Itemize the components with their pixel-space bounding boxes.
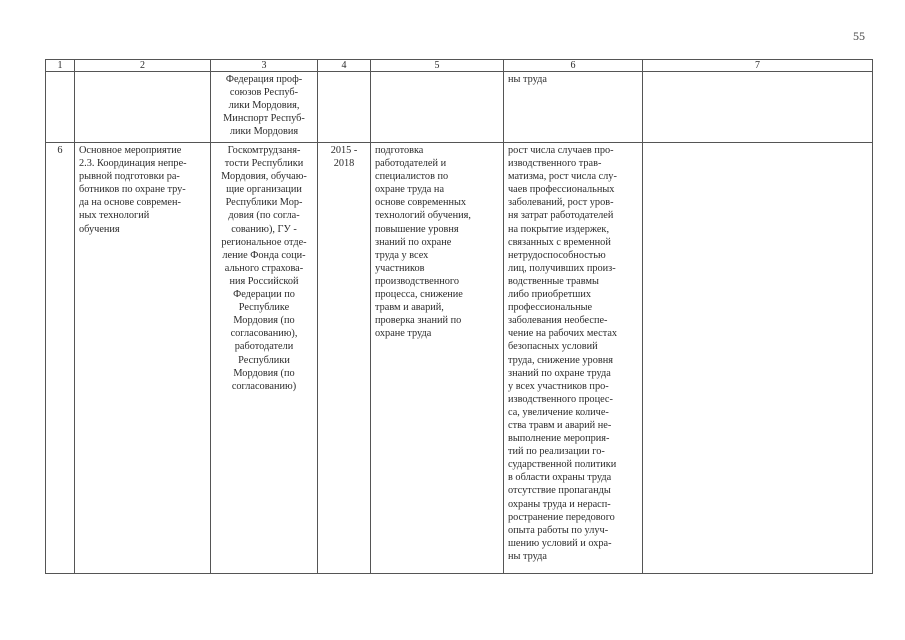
executors-cell: Федерация проф- союзов Респуб- лики Мордовия, Минспорт Респуб- лики Мордовия xyxy=(211,72,318,143)
table-row xyxy=(46,143,873,574)
header-cell-6: 6 xyxy=(504,60,643,72)
measure-cell xyxy=(75,72,211,143)
header-cell-7: 7 xyxy=(643,60,873,72)
consequences-cell: ны труда xyxy=(504,72,643,143)
consequences-cell: рост числа случаев про- изводственного трав- матизма, рост числа слу- чаев профессиональных заболеваний, рост уров- ня затрат работодателей на покрытие издержек, связанных с временной нетрудоспособностью лиц, получивших произ- водственные травмы либо приобретших профессиональные заболевания необеспе- чение на рабочих местах безопасных условий труда, снижение уровня знаний по охране труда у всех участников про- изводственного процес- са, увеличение количе- ства травм и аварий не- выполнение мероприя- тий по реализации го- сударственной политики в области охраны труда отсутствие пропаганды охраны труда и нерасп- ространение передового опыта работы по улуч- шению условий и охра- ны труда xyxy=(504,143,643,574)
row-number-cell: 6 xyxy=(46,143,75,574)
executors-cell: Госкомтрудзаня- тости Республики Мордовия, обучаю- щие организации Республики Мор- довия (по согла- сованию), ГУ - региональное отде- ление Фонда соци- ального страхова- ния Российской Федерации по Республике Мордовия (по согласованию), работодатели Республики Мордовия (по согласованию) xyxy=(211,143,318,574)
header-cell-2: 2 xyxy=(75,60,211,72)
header-cell-1: 1 xyxy=(46,60,75,72)
content-cell: подготовка работодателей и специалистов по охране труда на основе современных технологий обучения, повышение уровня знаний по охране труда у всех участников производственного процесса, снижение травм и аварий, проверка знаний по охране труда xyxy=(371,143,504,574)
header-cell-3: 3 xyxy=(211,60,318,72)
content-cell xyxy=(371,72,504,143)
relation-cell xyxy=(643,72,873,143)
table-row xyxy=(46,72,873,143)
period-cell xyxy=(318,72,371,143)
relation-cell xyxy=(643,143,873,574)
header-cell-4: 4 xyxy=(318,60,371,72)
measure-cell: Основное мероприятие 2.3. Координация непре- рывной подготовки ра- ботников по охране тру- да на основе современ- ных технологий обучения xyxy=(75,143,211,574)
program-measures-table xyxy=(45,59,873,574)
page-number: 55 xyxy=(853,29,865,43)
header-cell-5: 5 xyxy=(371,60,504,72)
row-number-cell xyxy=(46,72,75,143)
period-cell: 2015 - 2018 xyxy=(318,143,371,574)
header-row xyxy=(46,60,873,72)
